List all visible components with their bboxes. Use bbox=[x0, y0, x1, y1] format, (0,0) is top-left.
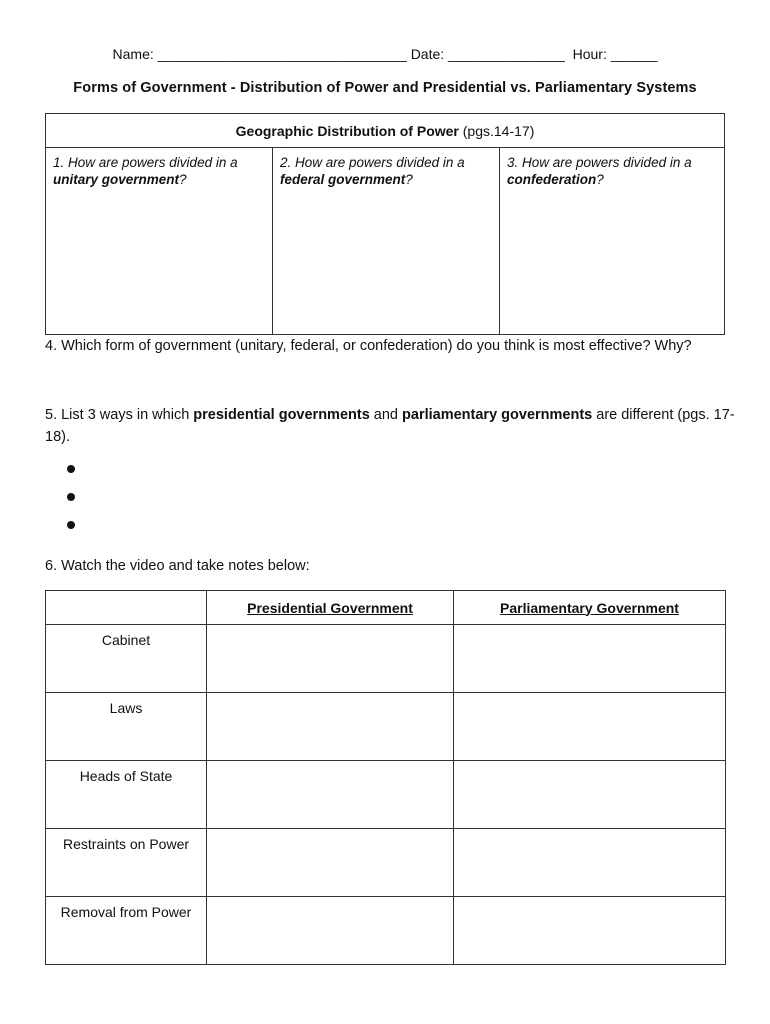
notes-cell-parliamentary[interactable] bbox=[454, 829, 726, 897]
q5-bold-presidential: presidential governments bbox=[193, 407, 370, 423]
q5-text: 5. List 3 ways in which bbox=[45, 407, 190, 423]
notes-cell-parliamentary[interactable] bbox=[454, 625, 726, 693]
header-line bbox=[0, 46, 770, 62]
name-label: Name: bbox=[112, 46, 154, 62]
row-label-laws: Laws bbox=[46, 693, 207, 761]
notes-header-presidential: Presidential Government bbox=[207, 591, 454, 625]
question-term: confederation bbox=[507, 172, 597, 187]
notes-cell-parliamentary[interactable] bbox=[454, 693, 726, 761]
geo-question-federal[interactable] bbox=[273, 148, 500, 334]
table-row bbox=[46, 761, 726, 829]
row-label-cabinet: Cabinet bbox=[46, 625, 207, 693]
video-notes-table bbox=[45, 590, 726, 965]
geo-table-heading bbox=[46, 114, 724, 148]
geo-heading-pages: (pgs.14-17) bbox=[462, 123, 535, 139]
notes-cell-presidential[interactable] bbox=[207, 897, 454, 965]
notes-cell-presidential[interactable] bbox=[207, 829, 454, 897]
question-text: 2. How are powers divided in a bbox=[280, 155, 465, 170]
table-row bbox=[46, 693, 726, 761]
question-6: 6. Watch the video and take notes below: bbox=[45, 558, 310, 574]
question-suffix: ? bbox=[405, 172, 413, 187]
notes-cell-parliamentary[interactable] bbox=[454, 897, 726, 965]
question-text: 1. How are powers divided in a bbox=[53, 155, 238, 170]
row-label-heads-of-state: Heads of State bbox=[46, 761, 207, 829]
notes-header-row bbox=[46, 591, 726, 625]
hour-label: Hour: bbox=[572, 46, 607, 62]
geo-question-unitary[interactable] bbox=[46, 148, 273, 334]
row-label-removal-from-power: Removal from Power bbox=[46, 897, 207, 965]
date-label: Date: bbox=[410, 46, 445, 62]
question-term: unitary government bbox=[53, 172, 180, 187]
date-blank[interactable]: _______________ bbox=[448, 46, 565, 62]
notes-cell-presidential[interactable] bbox=[207, 625, 454, 693]
q5-bold-parliamentary: parliamentary governments bbox=[402, 407, 593, 423]
geo-heading-bold: Geographic Distribution of Power bbox=[235, 123, 459, 139]
question-suffix: ? bbox=[596, 172, 604, 187]
notes-header-blank bbox=[46, 591, 207, 625]
bullet-point-3 bbox=[67, 521, 75, 529]
question-term: federal government bbox=[280, 172, 406, 187]
geographic-distribution-table bbox=[45, 113, 725, 335]
q5-text: and bbox=[373, 407, 398, 423]
question-5 bbox=[45, 404, 735, 448]
notes-cell-parliamentary[interactable] bbox=[454, 761, 726, 829]
table-row bbox=[46, 897, 726, 965]
geo-question-confederation[interactable] bbox=[500, 148, 724, 334]
hour-blank[interactable]: ______ bbox=[610, 46, 658, 62]
table-row bbox=[46, 625, 726, 693]
name-blank[interactable]: ________________________________ bbox=[157, 46, 407, 62]
notes-cell-presidential[interactable] bbox=[207, 693, 454, 761]
bullet-point-1 bbox=[67, 465, 75, 473]
row-label-restraints-on-power: Restraints on Power bbox=[46, 829, 207, 897]
q5-text: are different (pgs. 17-18). bbox=[45, 407, 735, 445]
table-row bbox=[46, 829, 726, 897]
question-4: 4. Which form of government (unitary, federal, or confederation) do you think is most effective? Why? bbox=[45, 338, 692, 354]
question-text: 3. How are powers divided in a bbox=[507, 155, 692, 170]
question-suffix: ? bbox=[179, 172, 187, 187]
bullet-point-2 bbox=[67, 493, 75, 501]
notes-header-parliamentary: Parliamentary Government bbox=[454, 591, 726, 625]
worksheet-title: Forms of Government - Distribution of Power and Presidential vs. Parliamentary Systems bbox=[73, 80, 697, 96]
notes-cell-presidential[interactable] bbox=[207, 761, 454, 829]
